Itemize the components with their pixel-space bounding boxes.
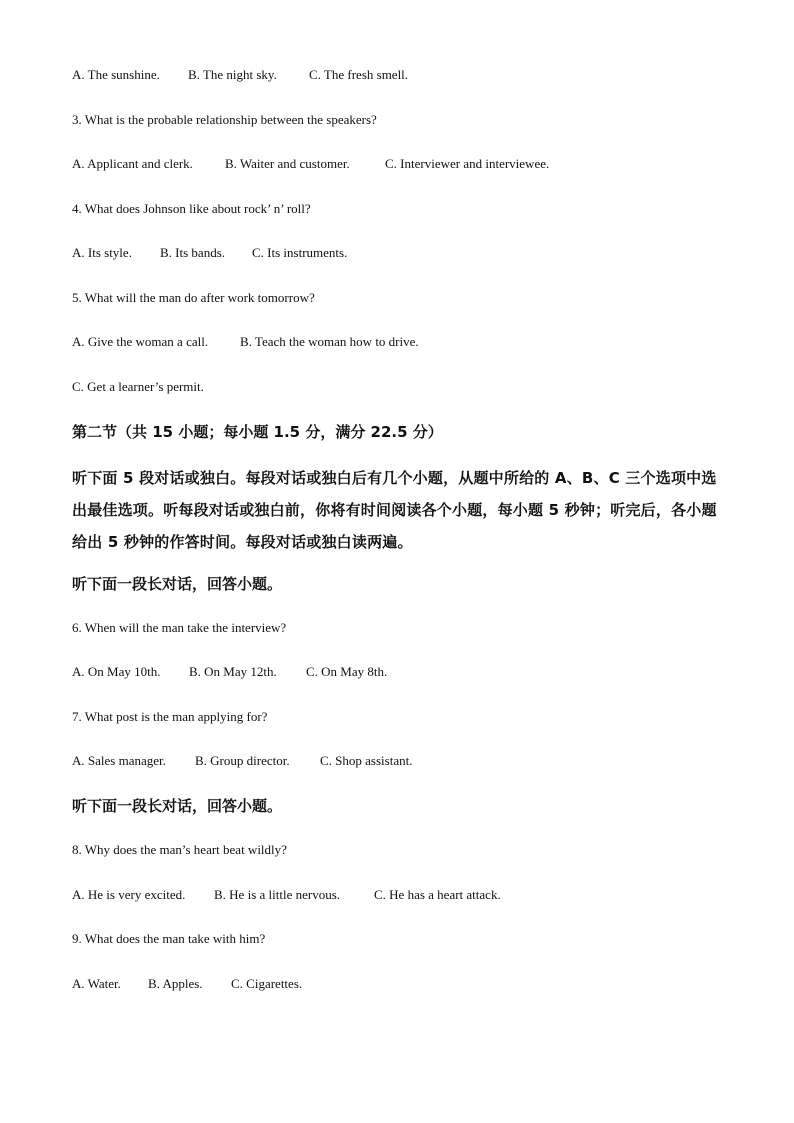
answer-option: B. Waiter and customer. (225, 156, 350, 171)
answer-option: B. On May 12th. (189, 664, 277, 679)
answer-options (72, 753, 412, 769)
answer-option: C. Its instruments. (252, 245, 348, 260)
answer-option: B. Its bands. (160, 245, 225, 260)
section-heading: 第二节（共 15 小题；每小题 1.5 分，满分 22.5 分） (72, 423, 443, 441)
answer-option: B. He is a little nervous. (214, 887, 341, 902)
answer-options (72, 887, 501, 903)
answer-option: C. Shop assistant. (320, 753, 413, 768)
answer-option: C. Interviewer and interviewee. (385, 156, 550, 171)
answer-option: C. Cigarettes. (231, 976, 303, 991)
question-text: 7. What post is the man applying for? (72, 709, 268, 724)
question-text: 6. When will the man take the interview? (72, 620, 287, 635)
answer-options (72, 334, 419, 350)
answer-option: B. Group director. (195, 753, 290, 768)
answer-option: B. Apples. (148, 976, 203, 991)
section-instructions: 听下面 5 段对话或独白。每段对话或独白后有几个小题，从题中所给的 A、B、C 三个选项中选出最佳选项。听每段对话或独白前，你将有时间阅读各个小题，每小题 5 秒钟；听完后，各小题给出 5 秒钟的作答时间。每段对话或独白读两遍。 (72, 469, 717, 551)
question-text: 3. What is the probable relationship between the speakers? (72, 112, 377, 127)
answer-option: C. He has a heart attack. (374, 887, 501, 902)
answer-option: A. He is very excited. (72, 887, 186, 902)
answer-option: B. Teach the woman how to drive. (240, 334, 419, 349)
question-text: 5. What will the man do after work tomorrow? (72, 290, 315, 305)
answer-options (72, 67, 408, 83)
answer-option: B. The night sky. (188, 67, 277, 82)
answer-options (72, 976, 302, 992)
question-text: 4. What does Johnson like about rock’ n’ roll? (72, 201, 311, 216)
answer-option: A. The sunshine. (72, 67, 160, 82)
question-text: C. Get a learner’s permit. (72, 379, 204, 394)
section-heading: 听下面一段长对话，回答小题。 (72, 575, 283, 593)
answer-option: A. On May 10th. (72, 664, 161, 679)
question-text: 8. Why does the man’s heart beat wildly? (72, 842, 287, 857)
question-text: 9. What does the man take with him? (72, 931, 266, 946)
answer-option: A. Its style. (72, 245, 132, 260)
answer-options (72, 156, 549, 172)
answer-option: A. Sales manager. (72, 753, 166, 768)
answer-option: A. Give the woman a call. (72, 334, 209, 349)
answer-option: A. Applicant and clerk. (72, 156, 193, 171)
answer-option: C. On May 8th. (306, 664, 388, 679)
answer-options (72, 245, 347, 261)
exam-page (72, 0, 732, 1123)
answer-option: C. The fresh smell. (309, 67, 409, 82)
answer-option: A. Water. (72, 976, 121, 991)
answer-options (72, 664, 387, 680)
section-heading: 听下面一段长对话，回答小题。 (72, 797, 283, 815)
